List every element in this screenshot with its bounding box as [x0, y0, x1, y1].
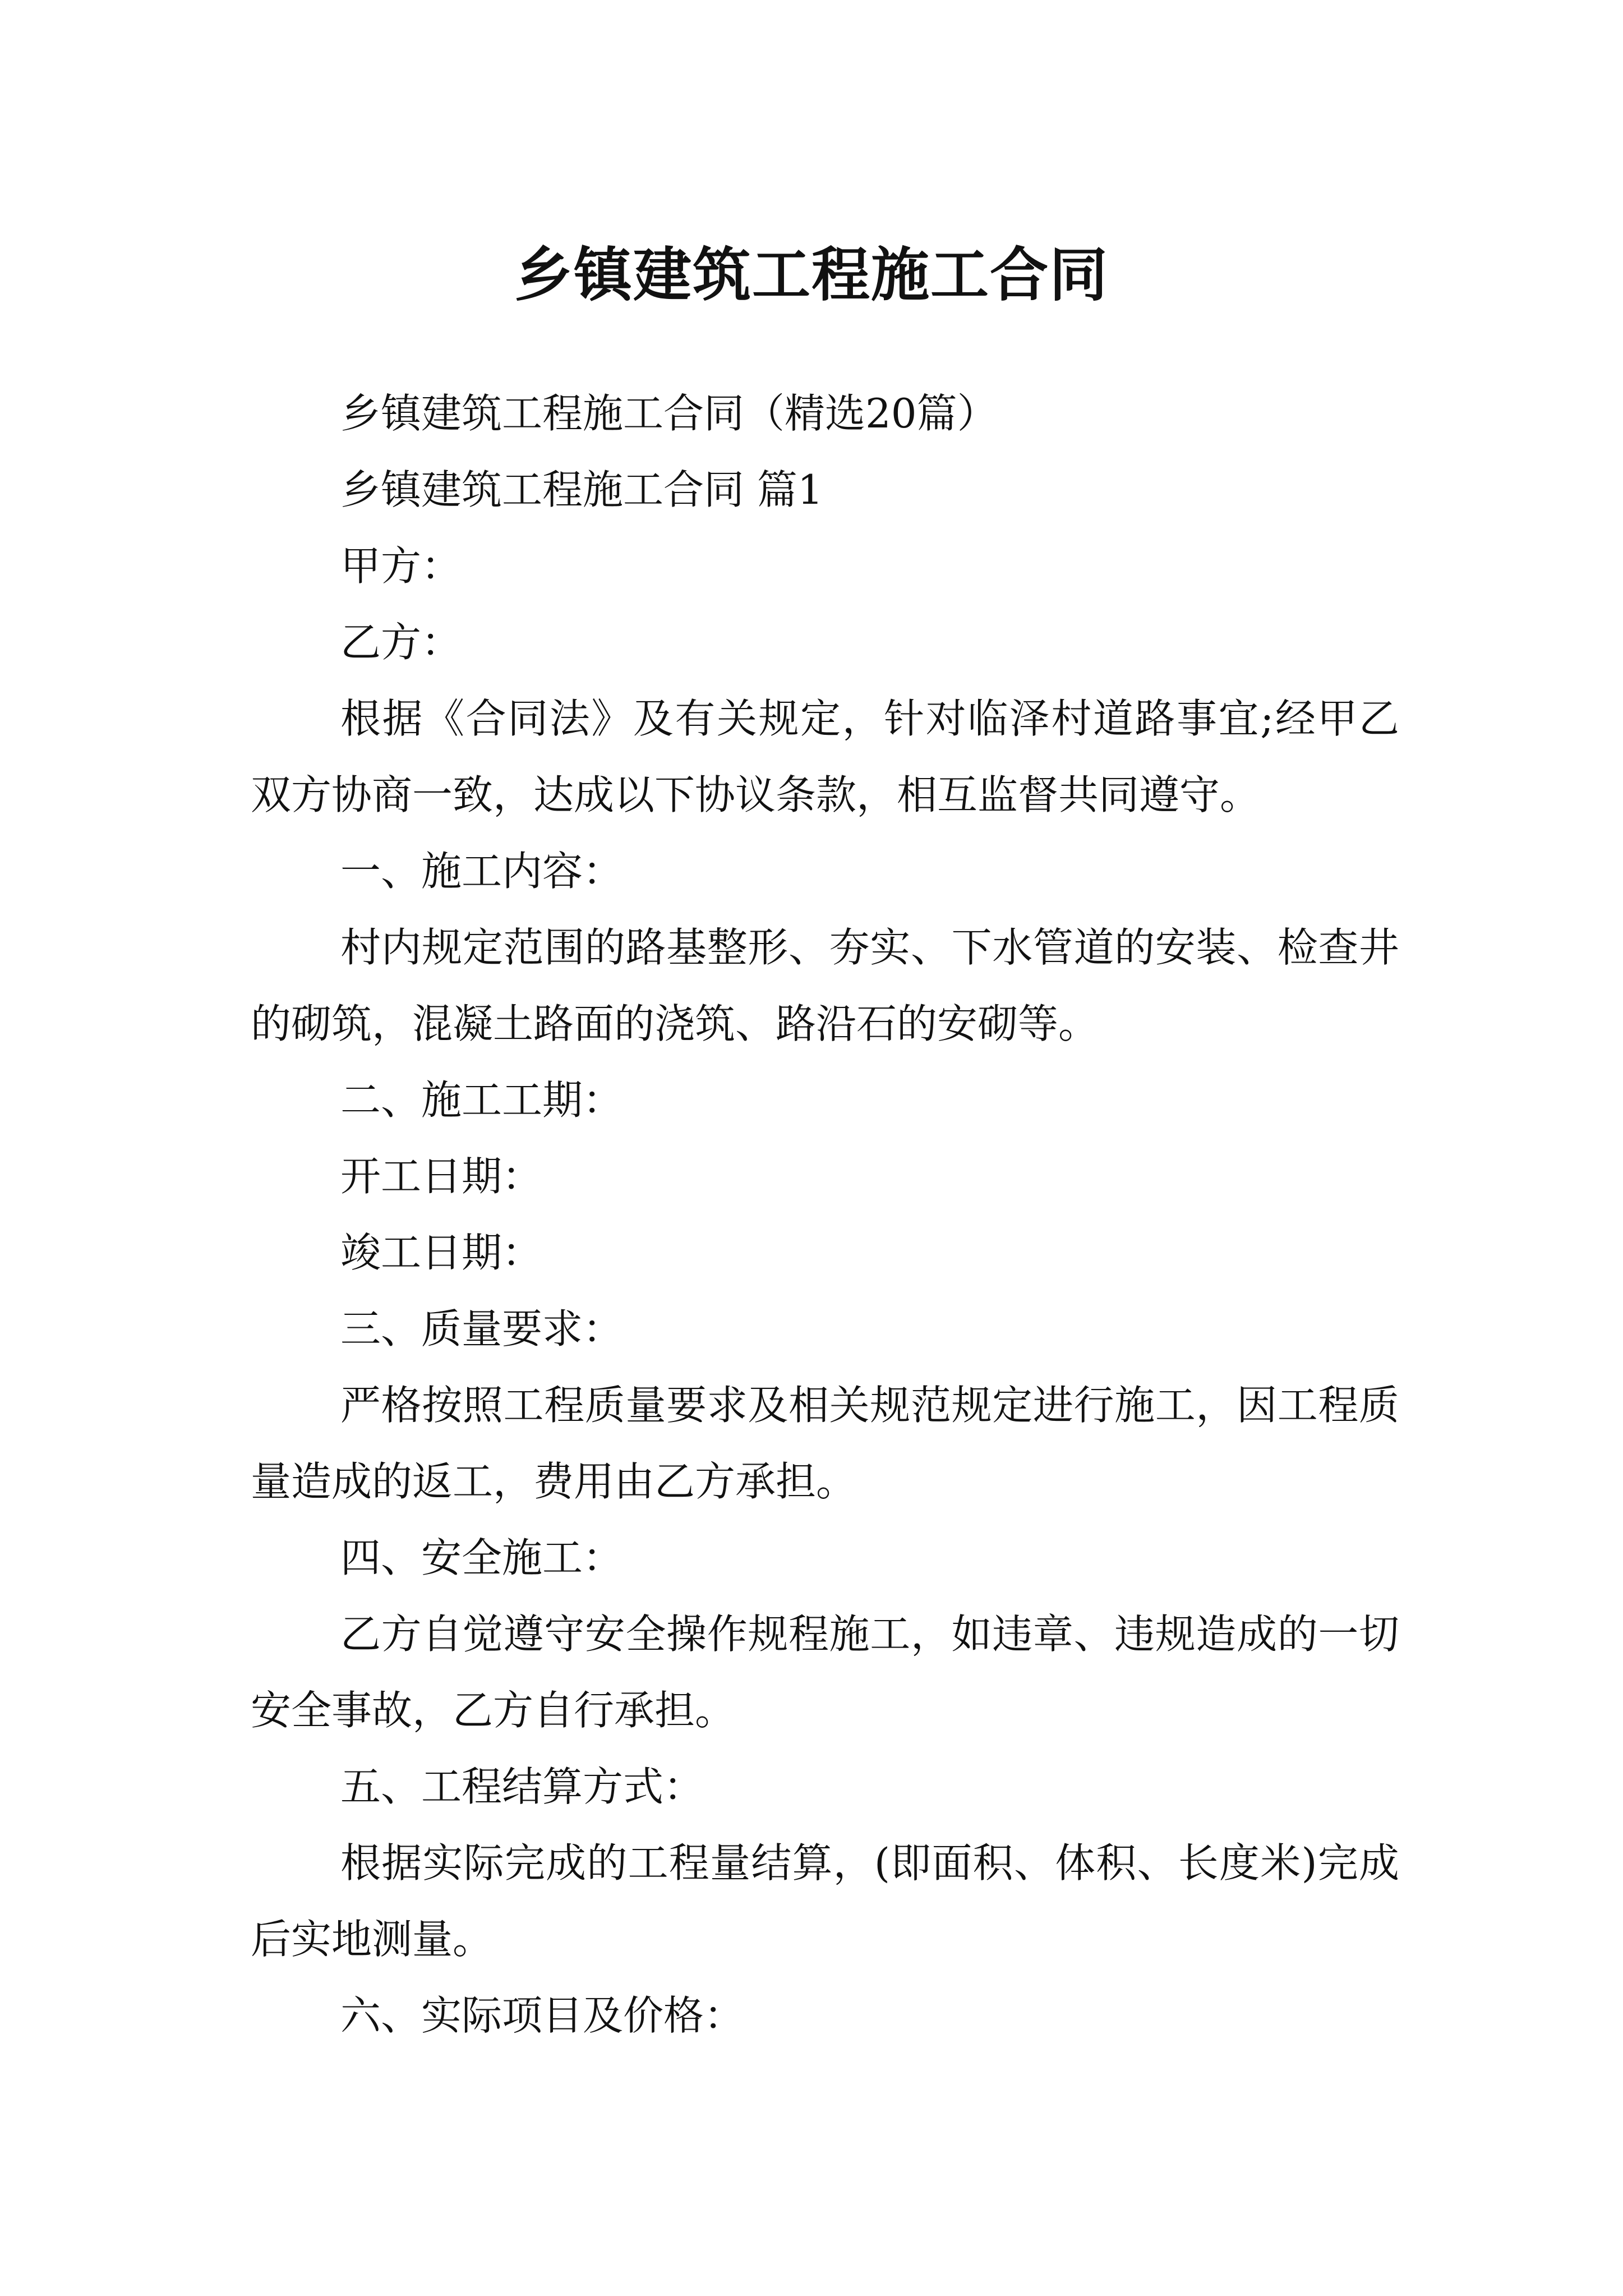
paragraph-completion-date: 竣工日期： [340, 1229, 543, 1276]
heading-settlement-method: 五、工程结算方式： [340, 1763, 704, 1810]
heading-items-and-prices: 六、实际项目及价格： [340, 1992, 745, 2039]
heading-construction-content: 一、施工内容： [340, 848, 624, 895]
document-body [251, 375, 1399, 2054]
paragraph-preamble: 根据《合同法》及有关规定，针对临泽村道路事宜;经甲乙双方协商一致，达成以下协议条款，相互监督共同遵守。 [251, 695, 1399, 818]
paragraph-quality-requirements: 严格按照工程质量要求及相关规范规定进行施工，因工程质量造成的返工，费用由乙方承担。 [251, 1382, 1399, 1505]
document-title: 乡镇建筑工程施工合同 [514, 240, 1109, 309]
paragraph-party-b: 乙方： [340, 619, 462, 666]
paragraph-start-date: 开工日期： [340, 1153, 543, 1200]
heading-construction-period: 二、施工工期： [340, 1076, 624, 1124]
paragraph-construction-content: 村内规定范围的路基整形、夯实、下水管道的安装、检查井的砌筑，混凝土路面的浇筑、路沿石的安砌等。 [251, 924, 1399, 1047]
heading-quality-requirements: 三、质量要求： [340, 1305, 624, 1352]
paragraph-collection-title: 乡镇建筑工程施工合同（精选20篇） [340, 390, 998, 437]
paragraph-party-a: 甲方： [340, 542, 462, 590]
paragraph-safety: 乙方自觉遵守安全操作规程施工，如违章、违规造成的一切安全事故，乙方自行承担。 [251, 1611, 1399, 1734]
paragraph-settlement-method: 根据实际完成的工程量结算，(即面积、体积、长度米)完成后实地测量。 [251, 1839, 1399, 1963]
heading-safety: 四、安全施工： [340, 1534, 624, 1581]
paragraph-section-title: 乡镇建筑工程施工合同 篇1 [340, 466, 823, 513]
